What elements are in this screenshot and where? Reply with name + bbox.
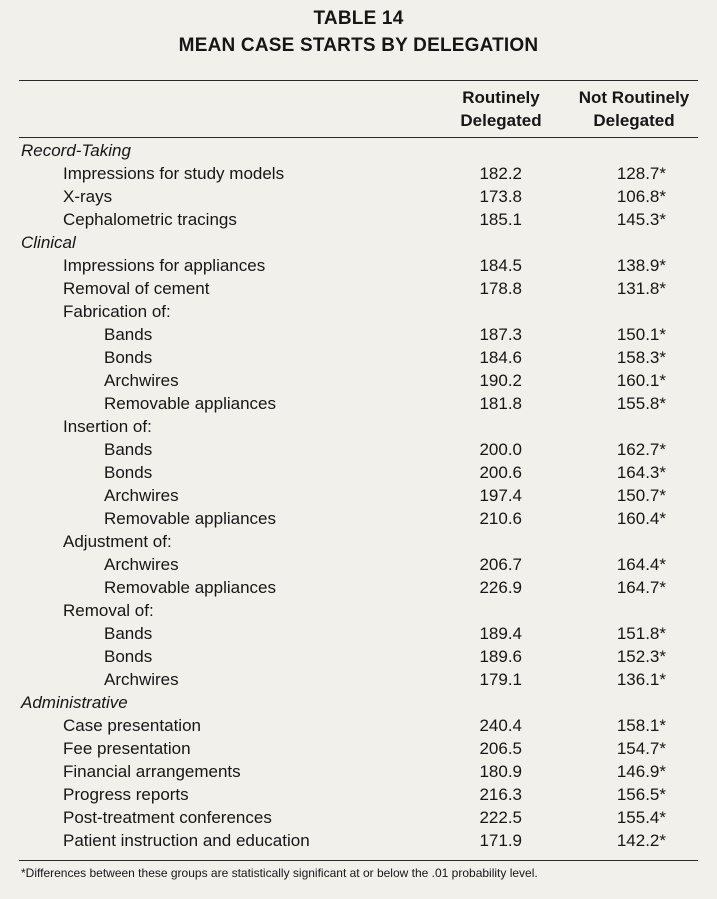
row-label: Impressions for study models bbox=[63, 164, 285, 183]
routinely-delegated-value: 187.3 bbox=[479, 325, 522, 344]
table-row bbox=[0, 369, 717, 392]
routinely-delegated-value: 222.5 bbox=[479, 808, 522, 827]
routinely-delegated-value: 180.9 bbox=[479, 762, 522, 781]
not-routinely-delegated-value: 158.3* bbox=[616, 348, 666, 367]
routinely-delegated-value: 173.8 bbox=[479, 187, 522, 206]
not-routinely-delegated-value: 106.8* bbox=[616, 187, 666, 206]
column-header-line: Not Routinely bbox=[578, 88, 690, 107]
routinely-delegated-value: 185.1 bbox=[479, 210, 522, 229]
not-routinely-delegated-value: 150.1* bbox=[616, 325, 666, 344]
row-label: Cephalometric tracings bbox=[63, 210, 237, 229]
routinely-delegated-value: 240.4 bbox=[479, 716, 522, 735]
column-header-line: Routinely bbox=[462, 88, 540, 107]
section-row bbox=[0, 691, 717, 714]
not-routinely-delegated-value: 128.7* bbox=[616, 164, 666, 183]
bottom-rule bbox=[19, 860, 698, 861]
routinely-delegated-value: 184.5 bbox=[479, 256, 522, 275]
section-row bbox=[0, 231, 717, 254]
row-label: Archwires bbox=[104, 670, 179, 689]
table-row bbox=[0, 415, 717, 438]
table-row bbox=[0, 461, 717, 484]
not-routinely-delegated-value: 136.1* bbox=[616, 670, 666, 689]
footnote: *Differences between these groups are statistically significant at or below the .01 probability level. bbox=[21, 866, 538, 880]
table-row bbox=[0, 277, 717, 300]
not-routinely-delegated-value: 154.7* bbox=[616, 739, 666, 758]
routinely-delegated-value: 216.3 bbox=[479, 785, 522, 804]
routinely-delegated-value: 189.4 bbox=[479, 624, 522, 643]
row-label: Post-treatment conferences bbox=[63, 808, 272, 827]
row-label: Financial arrangements bbox=[63, 762, 241, 781]
row-label: Archwires bbox=[104, 371, 179, 390]
row-label: Bonds bbox=[104, 647, 153, 666]
table-row bbox=[0, 208, 717, 231]
row-label: Impressions for appliances bbox=[63, 256, 266, 275]
table-row bbox=[0, 323, 717, 346]
not-routinely-delegated-value: 145.3* bbox=[616, 210, 666, 229]
table-row bbox=[0, 254, 717, 277]
table-row bbox=[0, 346, 717, 369]
column-header-line: Delegated bbox=[593, 111, 675, 130]
routinely-delegated-value: 226.9 bbox=[479, 578, 522, 597]
table-row bbox=[0, 783, 717, 806]
not-routinely-delegated-value: 131.8* bbox=[616, 279, 666, 298]
table-row bbox=[0, 530, 717, 553]
table-row bbox=[0, 668, 717, 691]
row-label: Adjustment of: bbox=[63, 532, 172, 551]
routinely-delegated-value: 179.1 bbox=[479, 670, 522, 689]
row-label: Bands bbox=[104, 325, 153, 344]
row-label: Insertion of: bbox=[63, 417, 152, 436]
row-label: Bonds bbox=[104, 463, 153, 482]
table-row bbox=[0, 553, 717, 576]
table-row bbox=[0, 806, 717, 829]
table-subtitle: MEAN CASE STARTS BY DELEGATION bbox=[178, 35, 539, 56]
row-label: Removal of: bbox=[63, 601, 154, 620]
table-row bbox=[0, 737, 717, 760]
routinely-delegated-value: 178.8 bbox=[479, 279, 522, 298]
row-label: Patient instruction and education bbox=[63, 831, 310, 850]
row-label: Bonds bbox=[104, 348, 153, 367]
routinely-delegated-value: 171.9 bbox=[479, 831, 522, 850]
not-routinely-delegated-value: 160.4* bbox=[616, 509, 666, 528]
row-label: Fee presentation bbox=[63, 739, 191, 758]
header-rule bbox=[19, 137, 698, 138]
routinely-delegated-value: 206.5 bbox=[479, 739, 522, 758]
not-routinely-delegated-value: 155.4* bbox=[616, 808, 666, 827]
table-row bbox=[0, 599, 717, 622]
row-label: Removal of cement bbox=[63, 279, 210, 298]
routinely-delegated-value: 197.4 bbox=[479, 486, 522, 505]
table-title: TABLE 14 bbox=[313, 8, 404, 29]
not-routinely-delegated-value: 162.7* bbox=[616, 440, 666, 459]
table-row bbox=[0, 438, 717, 461]
column-header-not-routinely-delegated bbox=[568, 86, 700, 132]
routinely-delegated-value: 190.2 bbox=[479, 371, 522, 390]
row-label: Archwires bbox=[104, 555, 179, 574]
row-label: Removable appliances bbox=[104, 578, 276, 597]
row-label: Case presentation bbox=[63, 716, 201, 735]
table-row bbox=[0, 714, 717, 737]
table-row bbox=[0, 392, 717, 415]
table-row bbox=[0, 576, 717, 599]
not-routinely-delegated-value: 164.7* bbox=[616, 578, 666, 597]
not-routinely-delegated-value: 164.4* bbox=[616, 555, 666, 574]
section-label: Record-Taking bbox=[21, 141, 131, 160]
routinely-delegated-value: 210.6 bbox=[479, 509, 522, 528]
table-row bbox=[0, 645, 717, 668]
table-row bbox=[0, 185, 717, 208]
row-label: Fabrication of: bbox=[63, 302, 171, 321]
row-label: Removable appliances bbox=[104, 509, 276, 528]
not-routinely-delegated-value: 138.9* bbox=[616, 256, 666, 275]
row-label: Progress reports bbox=[63, 785, 189, 804]
table-row bbox=[0, 484, 717, 507]
section-label: Clinical bbox=[21, 233, 76, 252]
row-label: Bands bbox=[104, 440, 153, 459]
routinely-delegated-value: 189.6 bbox=[479, 647, 522, 666]
column-header-line: Delegated bbox=[460, 111, 542, 130]
not-routinely-delegated-value: 151.8* bbox=[616, 624, 666, 643]
table-row bbox=[0, 300, 717, 323]
row-label: Bands bbox=[104, 624, 153, 643]
not-routinely-delegated-value: 158.1* bbox=[616, 716, 666, 735]
not-routinely-delegated-value: 160.1* bbox=[616, 371, 666, 390]
routinely-delegated-value: 181.8 bbox=[479, 394, 522, 413]
table-row bbox=[0, 829, 717, 852]
table-row bbox=[0, 760, 717, 783]
table-row bbox=[0, 622, 717, 645]
not-routinely-delegated-value: 164.3* bbox=[616, 463, 666, 482]
routinely-delegated-value: 184.6 bbox=[479, 348, 522, 367]
not-routinely-delegated-value: 155.8* bbox=[616, 394, 666, 413]
column-header-routinely-delegated bbox=[441, 86, 561, 132]
not-routinely-delegated-value: 156.5* bbox=[616, 785, 666, 804]
row-label: Archwires bbox=[104, 486, 179, 505]
section-row bbox=[0, 139, 717, 162]
top-rule bbox=[19, 80, 698, 81]
table-body bbox=[0, 139, 717, 852]
row-label: Removable appliances bbox=[104, 394, 276, 413]
row-label: X-rays bbox=[63, 187, 113, 206]
not-routinely-delegated-value: 150.7* bbox=[616, 486, 666, 505]
routinely-delegated-value: 200.6 bbox=[479, 463, 522, 482]
routinely-delegated-value: 182.2 bbox=[479, 164, 522, 183]
section-label: Administrative bbox=[21, 693, 128, 712]
routinely-delegated-value: 206.7 bbox=[479, 555, 522, 574]
table-row bbox=[0, 162, 717, 185]
table-row bbox=[0, 507, 717, 530]
not-routinely-delegated-value: 146.9* bbox=[616, 762, 666, 781]
routinely-delegated-value: 200.0 bbox=[479, 440, 522, 459]
not-routinely-delegated-value: 142.2* bbox=[616, 831, 666, 850]
not-routinely-delegated-value: 152.3* bbox=[616, 647, 666, 666]
